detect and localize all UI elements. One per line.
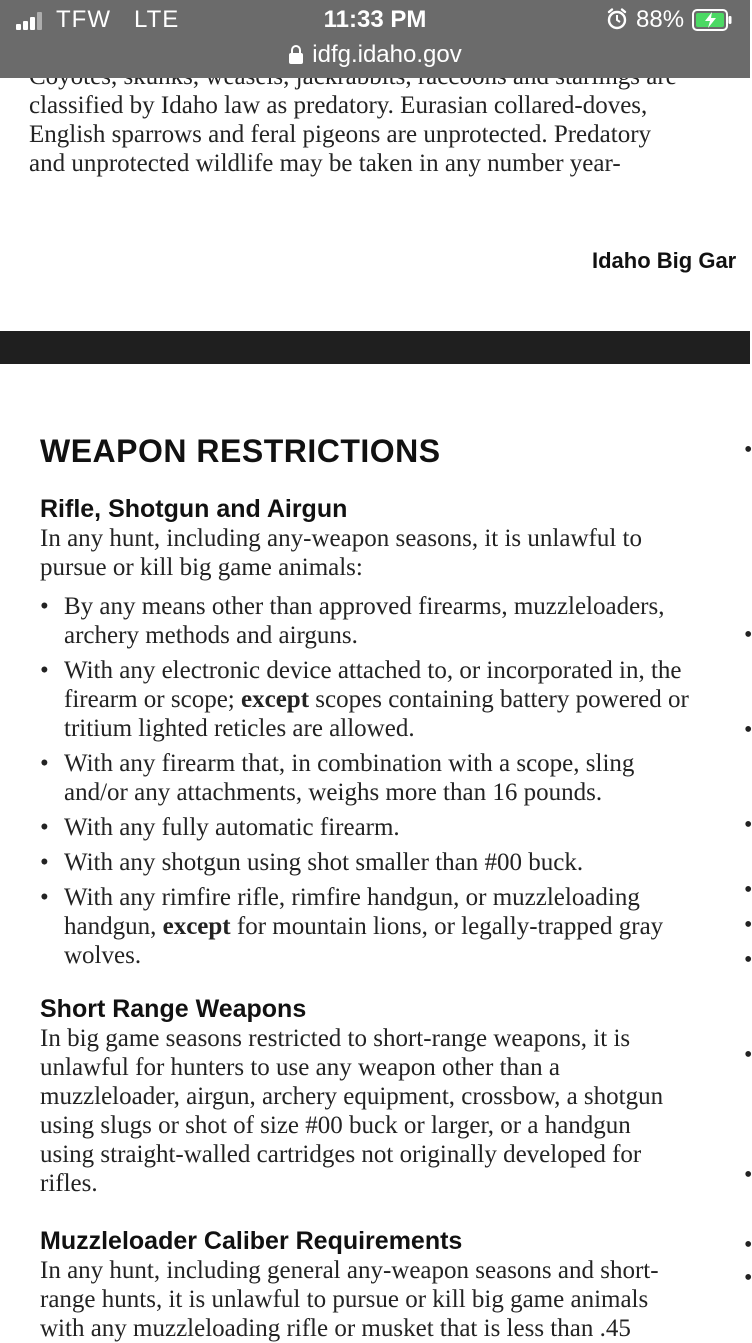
list-item: • By any means other than approved firearms, muzzleloaders, archery methods and airguns. — [40, 593, 665, 649]
section-rifle — [40, 494, 690, 976]
edge-bullet-icon: • — [744, 717, 752, 743]
section-title: Short Range Weapons — [40, 995, 307, 1023]
edge-bullet-icon: • — [744, 947, 752, 973]
bullet-icon: • — [40, 593, 49, 620]
running-head: Idaho Big Gar — [592, 248, 737, 273]
page-divider-band — [0, 331, 750, 364]
section-muzzleloader — [40, 1226, 690, 1343]
edge-bullet-icon: • — [744, 622, 752, 648]
bullet-icon: • — [40, 750, 49, 777]
network-type: LTE — [134, 6, 180, 33]
list-item: • With any fully automatic firearm. — [40, 814, 400, 841]
url-domain: idfg.idaho.gov — [312, 41, 462, 68]
edge-bullet-icon: • — [744, 1232, 752, 1258]
bullet-icon: • — [40, 884, 49, 911]
list-item: • With any rimfire rifle, rimfire handgun, or muzzleloading handgun, except for mountain lions, or legally-trapped gray wolves. — [40, 884, 664, 969]
section-title: Rifle, Shotgun and Airgun — [40, 495, 348, 523]
battery-percentage: 88% — [636, 6, 685, 33]
intro-line: and unprotected wildlife may be taken in any number year- — [29, 150, 621, 177]
url-bar[interactable] — [0, 38, 750, 72]
edge-bullet-icon: • — [744, 912, 752, 938]
section-text: In any hunt, including any-weapon seasons, it is unlawful to pursue or kill big game animals: — [40, 525, 642, 581]
edge-bullet-icon: • — [744, 437, 752, 463]
browser-top-bar — [0, 0, 750, 78]
list-item: • With any electronic device attached to, or incorporated in, the firearm or scope; except scopes containing battery powered or tritium lighted reticles are allowed. — [40, 657, 689, 742]
section-short-range — [40, 994, 690, 1198]
section-title: Muzzleloader Caliber Requirements — [40, 1227, 463, 1255]
intro-paragraph — [29, 62, 689, 178]
section-text: In big game seasons restricted to short-range weapons, it is unlawful for hunters to use any weapon other than a muzzleloader, airgun, archery equipment, crossbow, a shotgun using slugs or shot of size #00 buck or larger, or a handgun using straight-walled cartridges not originally developed for rifles. — [40, 1025, 664, 1197]
edge-bullet-icon: • — [744, 1042, 752, 1068]
battery-charging-icon — [692, 9, 732, 31]
edge-bullet-icon: • — [744, 1162, 752, 1188]
list-item: • With any shotgun using shot smaller than #00 buck. — [40, 849, 584, 876]
bullet-icon: • — [40, 849, 49, 876]
carrier-name: TFW — [56, 6, 111, 33]
list-item: • With any firearm that, in combination with a scope, sling and/or any attachments, weighs more than 16 pounds. — [40, 750, 635, 806]
intro-line: English sparrows and feral pigeons are unprotected. Predatory — [29, 121, 652, 148]
edge-bullet-icon: • — [744, 812, 752, 838]
status-time: 11:33 PM — [323, 6, 427, 33]
bullet-icon: • — [40, 814, 49, 841]
edge-bullet-icon: • — [744, 1265, 752, 1291]
edge-bullet-icon: • — [744, 877, 752, 903]
lock-icon — [288, 44, 304, 64]
page-title: WEAPON RESTRICTIONS — [40, 433, 441, 469]
intro-line: classified by Idaho law as predatory. Eurasian collared-doves, — [29, 92, 648, 119]
bullet-icon: • — [40, 657, 49, 684]
restriction-list — [40, 592, 690, 970]
section-text: In any hunt, including general any-weapon seasons and short-range hunts, it is unlawful to pursue or kill big game animals with any muzzleloading rifle or musket that is less than .45 — [40, 1257, 659, 1342]
status-bar — [0, 0, 750, 40]
alarm-icon — [606, 8, 628, 30]
